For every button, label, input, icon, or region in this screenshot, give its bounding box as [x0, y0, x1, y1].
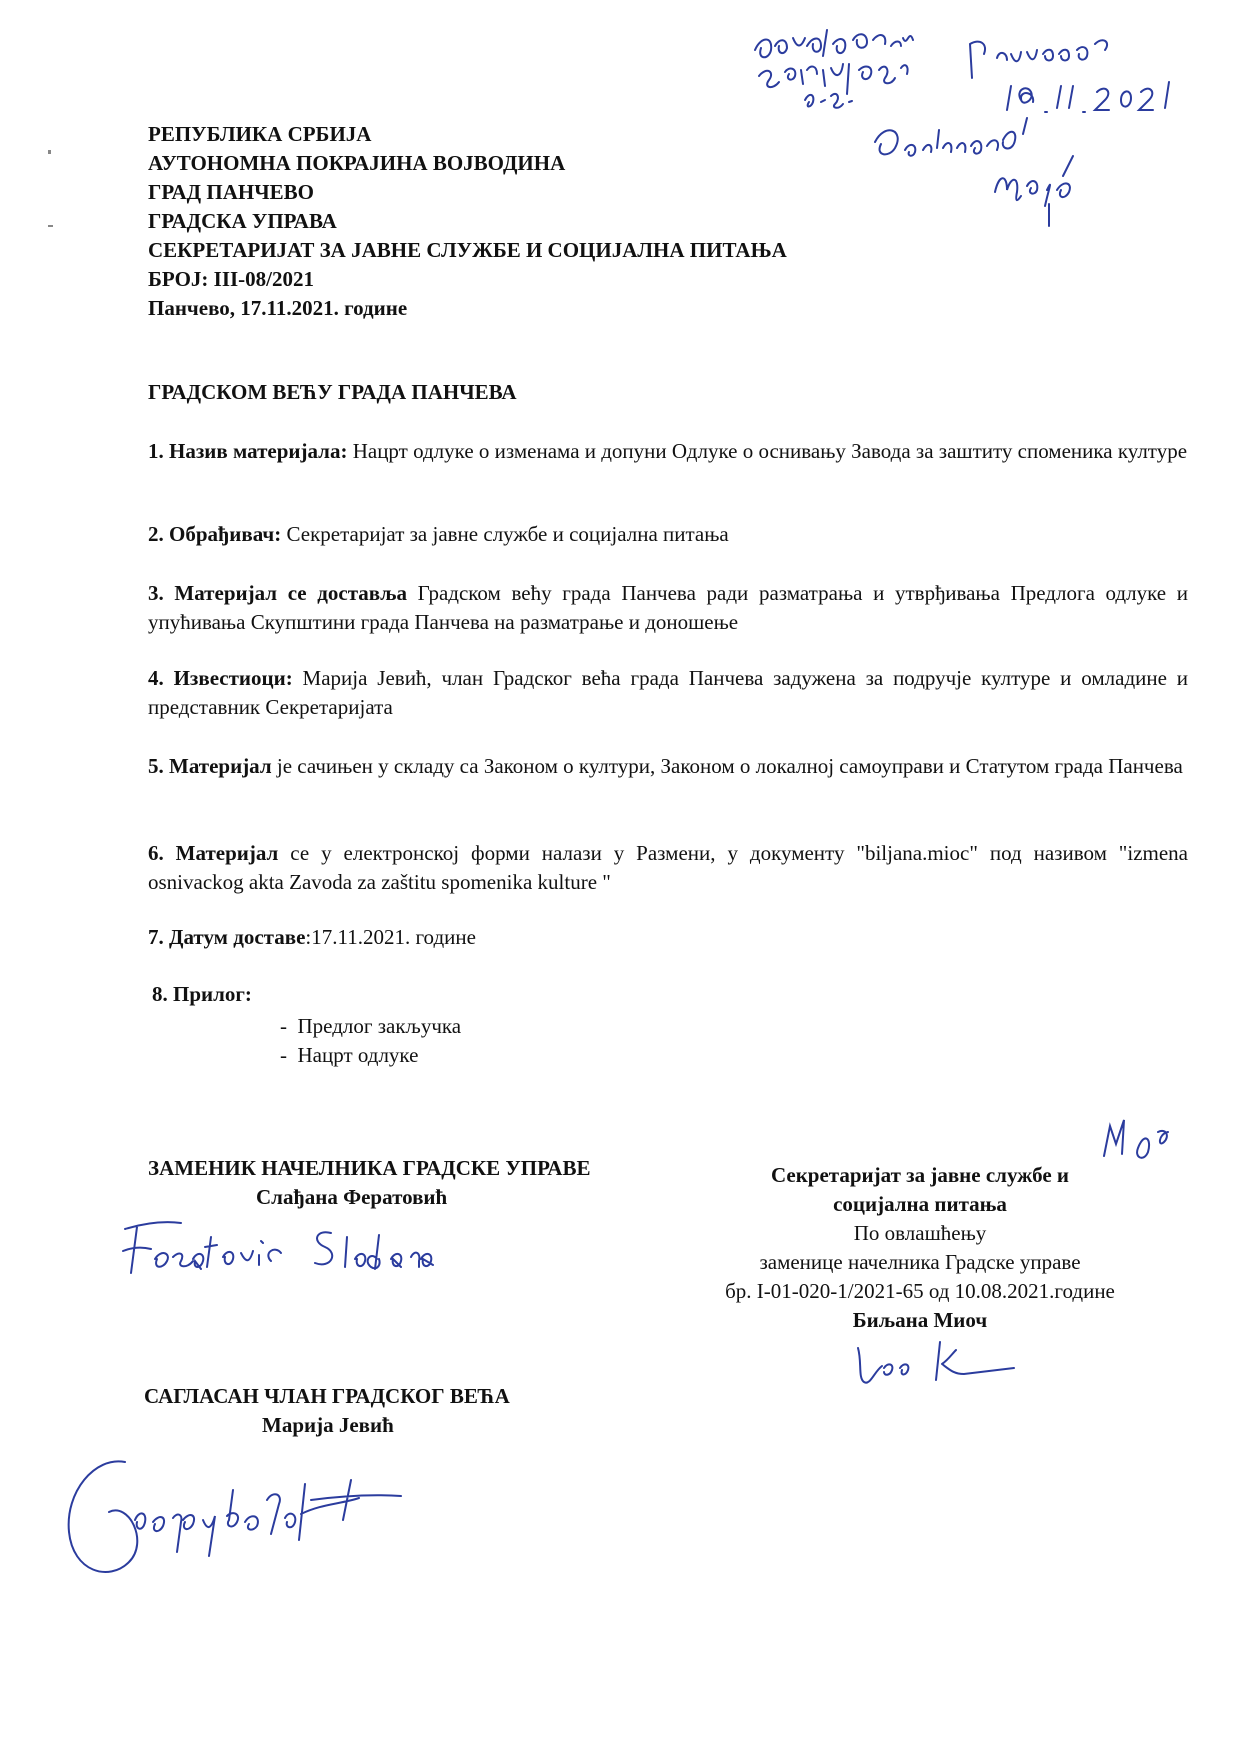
item-6-electronic-location — [148, 839, 1188, 897]
item-label: 3. Материјал се доставља — [148, 581, 407, 605]
item-label: 6. Материјал — [148, 841, 279, 865]
secretariat-line2: социјална питања — [833, 1192, 1007, 1216]
item-label: 7. Датум доставе — [148, 925, 306, 949]
secretariat-authorization: По овлашћењу — [853, 1221, 987, 1245]
header-date: Панчево, 17.11.2021. године — [148, 296, 408, 320]
header-number: БРОЈ: III-08/2021 — [148, 267, 315, 291]
item-text: Секретаријат за јавне службе и социјална питања — [281, 522, 729, 546]
header-secretariat: СЕКРЕТАРИЈАТ ЗА ЈАВНЕ СЛУЖБЕ И СОЦИЈАЛНА ПИТАЊА — [148, 238, 787, 262]
secretariat-authorization-by: заменице начелника Градске управе — [759, 1250, 1081, 1274]
header-country: РЕПУБЛИКА СРБИЈА — [148, 122, 372, 146]
deputy-handwritten-signature — [115, 1215, 545, 1285]
addressee: ГРАДСКОМ ВЕЋУ ГРАДА ПАНЧЕВА — [148, 380, 517, 404]
item-3-submitted-to — [148, 579, 1188, 637]
secretariat-signatory-name: Биљана Миоч — [852, 1308, 988, 1332]
item-text: Марија Јевић, члан Градског већа града Панчева задужена за подручје културе и омладине и представник Секретаријата — [148, 666, 1189, 719]
item-label: 2. Обрађивач: — [148, 522, 282, 546]
secretariat-line1: Секретаријат за јавне службе и — [770, 1163, 1070, 1187]
scan-speck — [48, 150, 51, 154]
item-text: се у електронској форми налази у Размени, у документу "biljana.mioc" под називом "izmena osnivackog akta Zavoda za zaštitu spomenika kulture " — [148, 841, 1188, 894]
item-2-author — [148, 520, 1188, 549]
header-province: АУТОНОМНА ПОКРАЈИНА ВОЈВОДИНА — [148, 151, 566, 175]
item-label: 1. Назив материјала: — [148, 439, 348, 463]
council-member-name: Марија Јевић — [262, 1413, 394, 1437]
attachment-text: Предлог закључка — [297, 1014, 462, 1038]
handwritten-initials — [1098, 1112, 1188, 1162]
item-text: :17.11.2021. године — [305, 925, 476, 949]
deputy-name: Слађана Фератовић — [256, 1185, 448, 1209]
item-4-rapporteurs — [148, 664, 1188, 722]
attachment-item: - Предлог закључка — [280, 1014, 462, 1038]
document-header — [148, 120, 1048, 323]
attachment-item: - Нацрт одлуке — [280, 1043, 419, 1067]
header-city: ГРАД ПАНЧЕВО — [148, 180, 314, 204]
item-label: 8. Прилог: — [152, 982, 252, 1006]
scan-speck — [48, 225, 53, 227]
deputy-title: ЗАМЕНИК НАЧЕЛНИКА ГРАДСКЕ УПРАВЕ — [148, 1156, 591, 1180]
attachment-text: Нацрт одлуке — [297, 1043, 419, 1067]
secretariat-authorization-number: бр. I-01-020-1/2021-65 од 10.08.2021.године — [725, 1279, 1115, 1303]
item-8-attachments — [152, 980, 1192, 1009]
item-text: је сачињен у складу са Законом о култури, Законом о локалној самоуправи и Статутом града Панчева — [271, 754, 1183, 778]
item-text: Градском већу града Панчева ради разматрања и утврђивања Предлога одлуке и упућивања Скупштини града Панчева на разматрање и доношење — [148, 581, 1188, 634]
council-member-title: САГЛАСАН ЧЛАН ГРАДСКОГ ВЕЋА — [144, 1384, 510, 1408]
item-label: 4. Известиоци: — [148, 666, 293, 690]
council-member-handwritten-signature — [55, 1440, 455, 1590]
item-text: Нацрт одлуке о изменама и допуни Одлуке о оснивању Завода за заштиту споменика културе — [347, 439, 1188, 463]
item-5-legal-basis — [148, 752, 1188, 781]
item-label: 5. Материјал — [148, 754, 272, 778]
item-1-material-name — [148, 437, 1188, 466]
header-administration: ГРАДСКА УПРАВА — [148, 209, 337, 233]
item-7-delivery-date — [148, 923, 1188, 952]
secretariat-handwritten-signature — [850, 1338, 1030, 1388]
